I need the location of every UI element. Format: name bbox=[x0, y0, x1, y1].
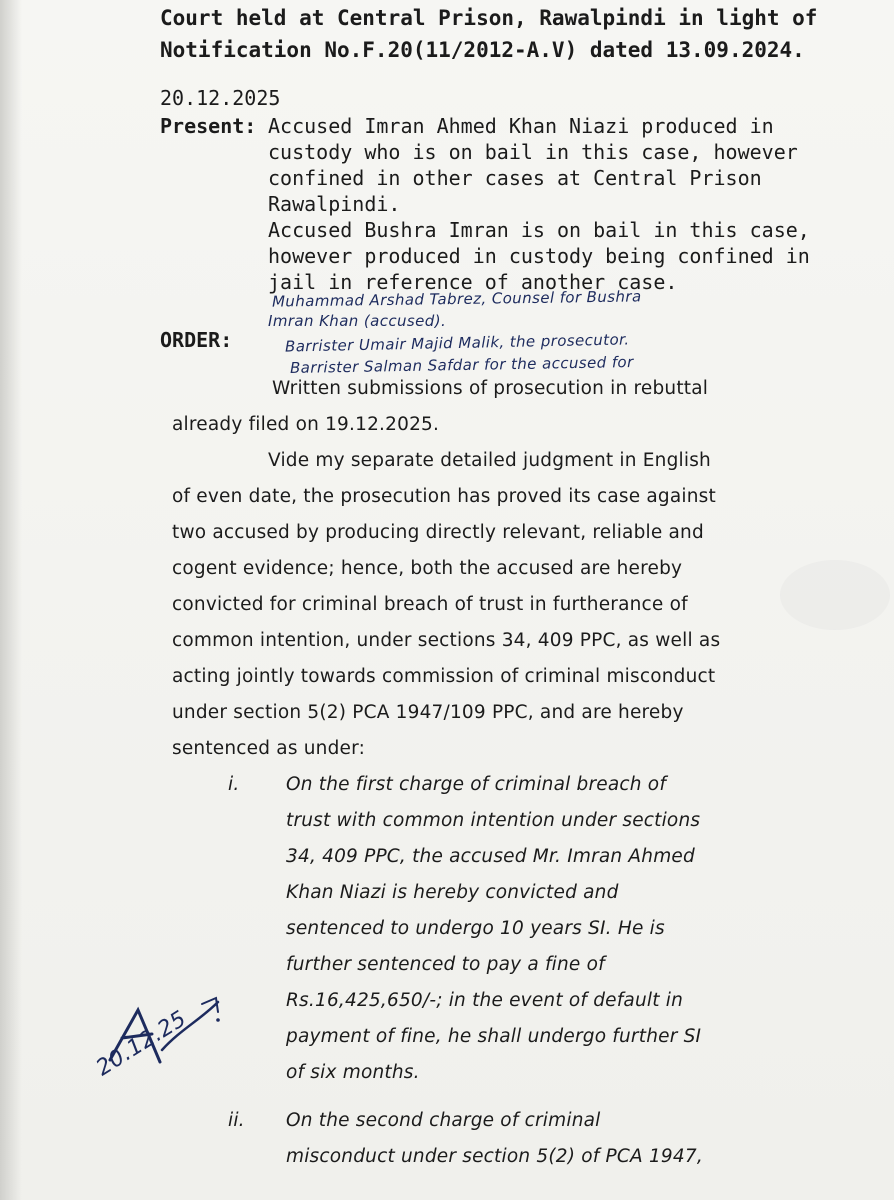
scan-edge-shadow bbox=[0, 0, 22, 1200]
sentence-line: further sentenced to pay a fine of bbox=[286, 954, 605, 975]
order-line: sentenced as under: bbox=[172, 738, 366, 759]
order-line: two accused by producing directly relevant, reliable and bbox=[172, 522, 704, 543]
order-line: common intention, under sections 34, 409 PPC, as well as bbox=[172, 630, 721, 651]
present-line: Rawalpindi. bbox=[268, 192, 401, 216]
sentence-line: On the first charge of criminal breach of bbox=[286, 774, 667, 795]
sentence-line: Rs.16,425,650/-; in the event of default in bbox=[286, 990, 684, 1011]
present-line: confined in other cases at Central Prison bbox=[268, 166, 762, 190]
order-line: under section 5(2) PCA 1947/109 PPC, and are hereby bbox=[172, 702, 684, 723]
handwritten-attendance-line: Barrister Umair Majid Malik, the prosecutor. bbox=[284, 330, 630, 356]
handwritten-attendance-line: Imran Khan (accused). bbox=[268, 312, 447, 330]
sentence-line: trust with common intention under sections bbox=[286, 810, 701, 831]
sentence-number: ii. bbox=[228, 1110, 245, 1131]
order-line: cogent evidence; hence, both the accused are hereby bbox=[172, 558, 683, 579]
margin-handwritten-date: 20.12.25 bbox=[92, 1006, 192, 1082]
header-line-2: Notification No.F.20(11/2012-A.V) dated 13.09.2024. bbox=[160, 38, 805, 62]
order-line: Vide my separate detailed judgment in English bbox=[268, 450, 711, 471]
order-line: of even date, the prosecution has proved its case against bbox=[172, 486, 716, 507]
handwritten-attendance-line: Muhammad Arshad Tabrez, Counsel for Bushra bbox=[271, 287, 642, 311]
sentence-number: i. bbox=[228, 774, 240, 795]
present-line: jail in reference of another case. bbox=[268, 270, 678, 294]
present-line: Accused Bushra Imran is on bail in this case, bbox=[268, 218, 810, 242]
order-line: acting jointly towards commission of criminal misconduct bbox=[172, 666, 716, 687]
order-line: convicted for criminal breach of trust in furtherance of bbox=[172, 594, 688, 615]
sentence-line: Khan Niazi is hereby convicted and bbox=[286, 882, 619, 903]
paper-stain bbox=[780, 560, 890, 630]
handwritten-attendance-line: Barrister Salman Safdar for the accused for bbox=[289, 353, 634, 377]
header-line-1: Court held at Central Prison, Rawalpindi in light of bbox=[160, 6, 818, 30]
order-line: Written submissions of prosecution in rebuttal bbox=[272, 378, 709, 399]
order-label: ORDER: bbox=[160, 328, 233, 352]
sentence-line: of six months. bbox=[286, 1062, 420, 1083]
present-line: Accused Imran Ahmed Khan Niazi produced in bbox=[268, 114, 774, 138]
sentence-line: sentenced to undergo 10 years SI. He is bbox=[286, 918, 665, 939]
sentence-line: payment of fine, he shall undergo further SI bbox=[286, 1026, 702, 1047]
sentence-line: misconduct under section 5(2) of PCA 1947, bbox=[286, 1146, 703, 1167]
present-line: however produced in custody being confined in bbox=[268, 244, 810, 268]
present-label: Present: bbox=[160, 114, 257, 138]
present-line: custody who is on bail in this case, however bbox=[268, 140, 798, 164]
sentence-line: 34, 409 PPC, the accused Mr. Imran Ahmed bbox=[286, 846, 695, 867]
order-line: already filed on 19.12.2025. bbox=[172, 414, 440, 435]
sentence-line: On the second charge of criminal bbox=[286, 1110, 601, 1131]
order-date: 20.12.2025 bbox=[160, 86, 281, 110]
